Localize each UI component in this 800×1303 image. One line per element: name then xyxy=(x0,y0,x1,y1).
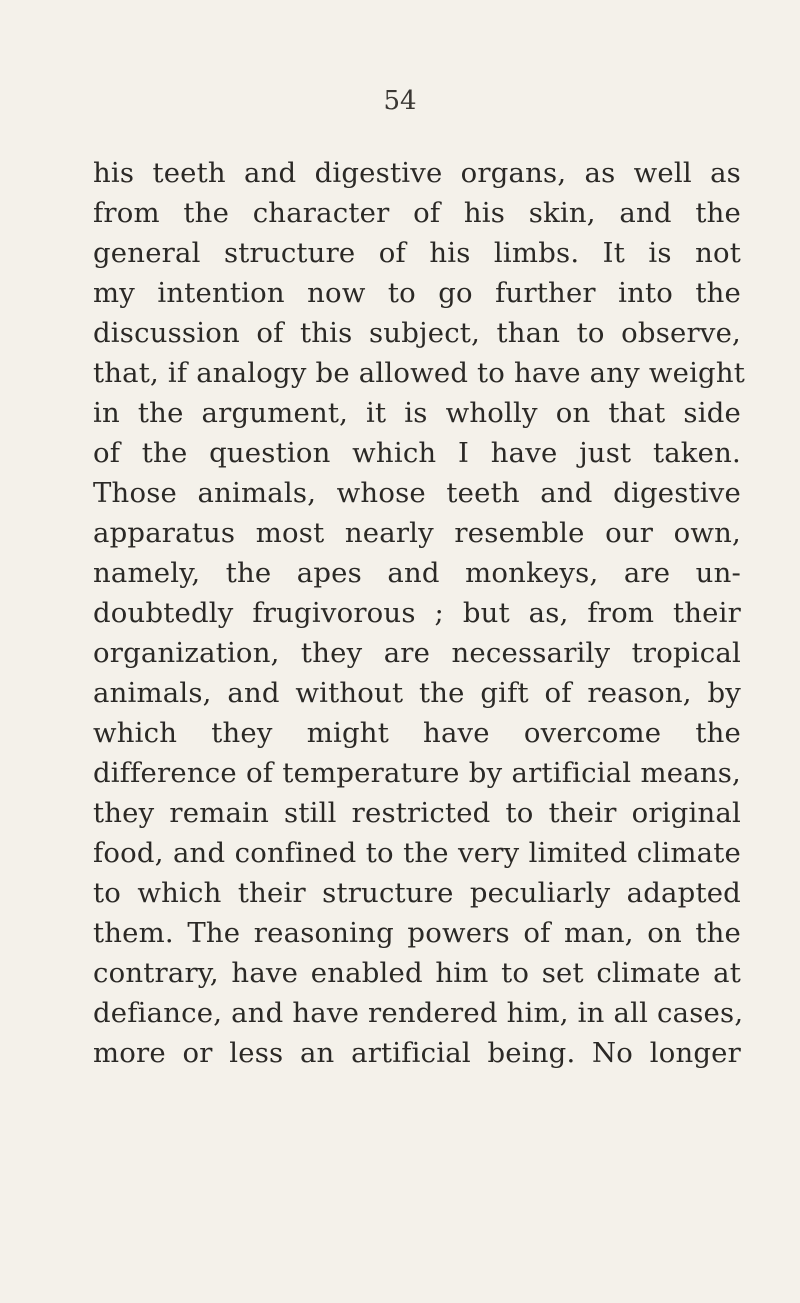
text-line: food, and confined to the very limited climate xyxy=(93,837,741,869)
page-number: 54 xyxy=(383,86,417,116)
text-line: my intention now to go further into the xyxy=(93,277,741,309)
text-line: from the character of his skin, and the xyxy=(93,197,741,229)
text-line: contrary, have enabled him to set climate at xyxy=(93,957,741,989)
text-line: defiance, and have rendered him, in all cases, xyxy=(93,997,744,1029)
text-line: them. The reasoning powers of man, on the xyxy=(93,917,741,949)
text-line: his teeth and digestive organs, as well as xyxy=(93,157,741,189)
text-line: to which their structure peculiarly adapted xyxy=(93,877,741,909)
body-text xyxy=(93,153,746,1073)
text-line: organization, they are necessarily tropical xyxy=(93,637,741,669)
text-line: discussion of this subject, than to observe, xyxy=(93,317,741,349)
text-line: difference of temperature by artificial means, xyxy=(93,757,741,789)
text-line: which they might have overcome the xyxy=(93,717,741,749)
text-line: animals, and without the gift of reason, by xyxy=(93,677,741,709)
text-line: in the argument, it is wholly on that side xyxy=(93,397,741,429)
text-line: namely, the apes and monkeys, are un- xyxy=(93,557,741,589)
text-line: doubtedly frugivorous ; but as, from their xyxy=(93,597,741,629)
text-line: more or less an artificial being. No longer xyxy=(93,1037,741,1069)
text-line: general structure of his limbs. It is not xyxy=(93,237,741,269)
text-line: apparatus most nearly resemble our own, xyxy=(93,517,741,549)
text-line: they remain still restricted to their original xyxy=(93,797,741,829)
text-line: of the question which I have just taken. xyxy=(93,437,741,469)
text-line: Those animals, whose teeth and digestive xyxy=(93,477,741,509)
text-line: that, if analogy be allowed to have any weight xyxy=(93,357,746,389)
